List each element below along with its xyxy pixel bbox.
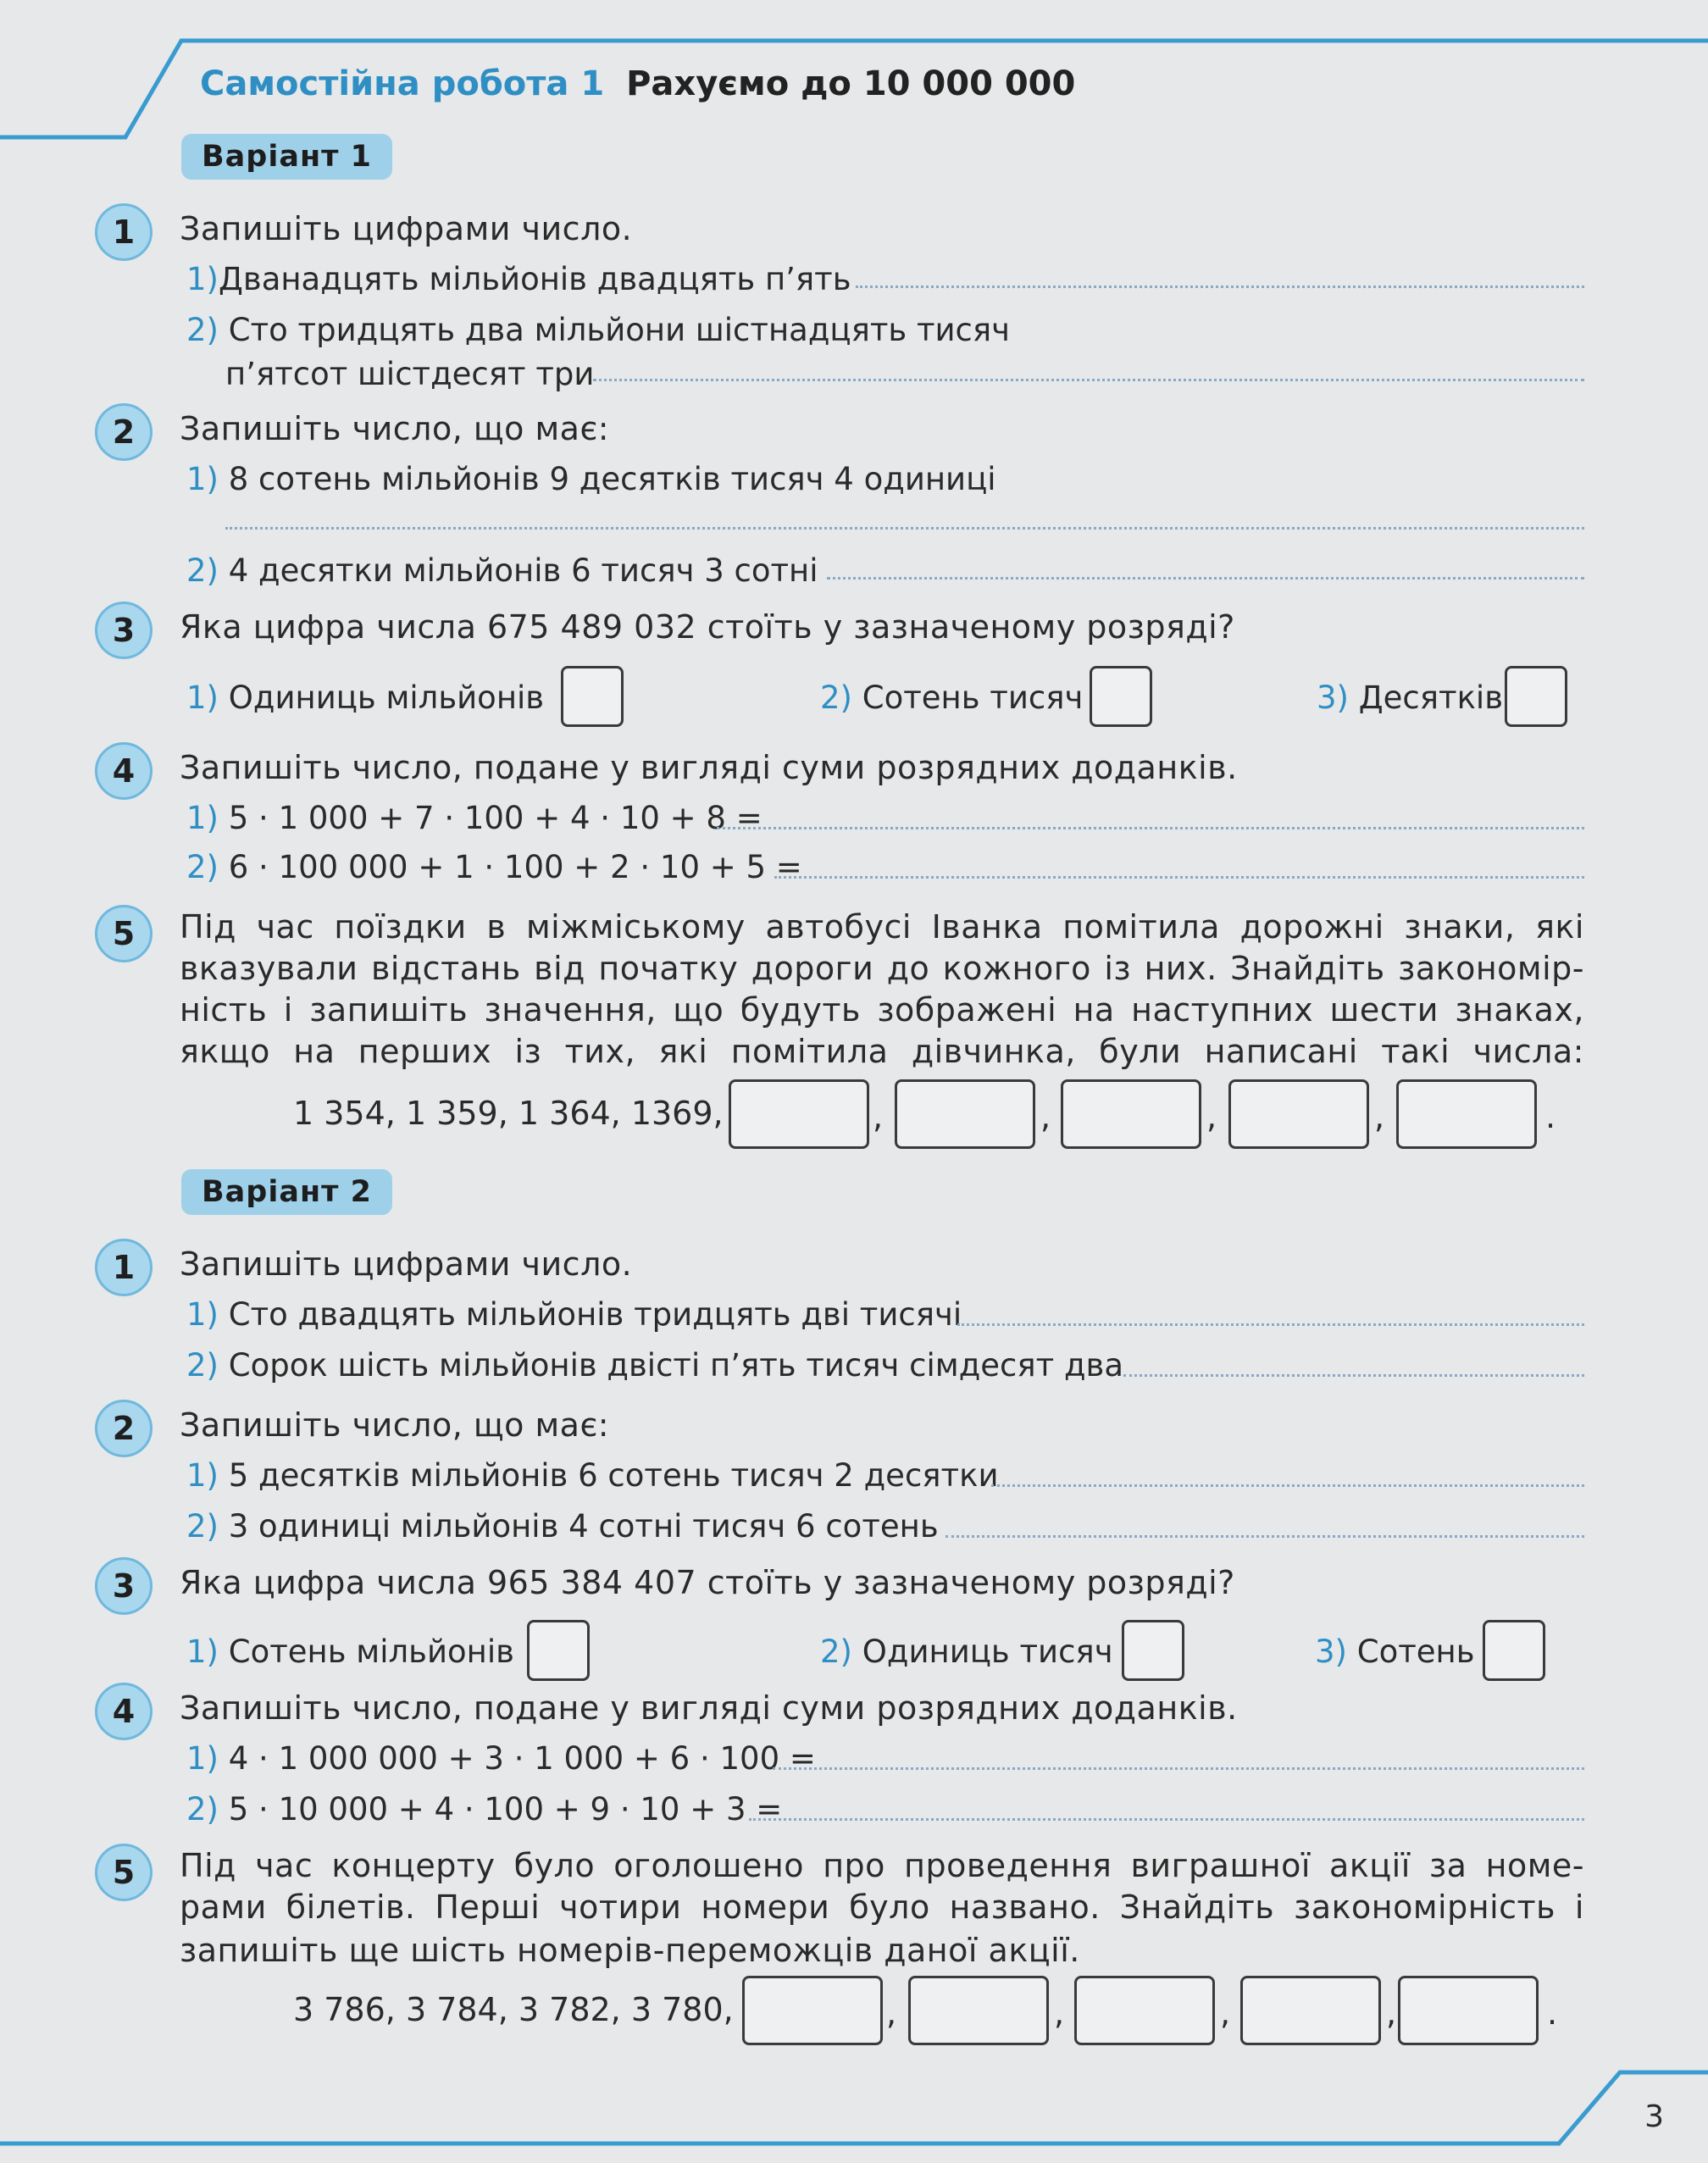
v1-task4-answer1-line[interactable] [717,827,1584,829]
v2-task5-comma: , [886,1994,897,2032]
v1-task3-box3[interactable] [1505,666,1567,727]
v1-task5-number: 5 [95,905,152,962]
v1-task2-item2: 2) 4 десятки мільйонів 6 тисяч 3 сотні [186,552,818,589]
v2-task1-question: Запишіть цифрами число. [180,1245,633,1283]
v2-task1-item1: 1) Сто двадцять мільйонів тридцять дві тисячі [186,1296,962,1333]
page-number: 3 [1644,2099,1664,2134]
variant-1-label: Варіант 1 [181,134,392,180]
v1-task5-sequence: 1 354, 1 359, 1 364, 1369, [293,1095,724,1132]
v2-task5-number: 5 [95,1844,152,1901]
v1-task4-item2: 2) 6 · 100 000 + 1 · 100 + 2 · 10 + 5 = [186,849,802,885]
v1-task5-period: . [1545,1098,1556,1135]
v1-task2-answer2-line[interactable] [827,577,1584,580]
v1-task1-number: 1 [95,203,152,261]
v2-task3-item1: 1) Сотень мільйонів [186,1633,514,1670]
footer-decoration [0,2059,1708,2163]
topic-title: Рахуємо до 10 000 000 [626,64,1076,103]
v1-task5-box2[interactable] [895,1079,1035,1149]
v1-task4-number: 4 [95,742,152,800]
v2-task4-number: 4 [95,1683,152,1740]
v1-task3-box1[interactable] [561,666,624,727]
v1-task5-box4[interactable] [1228,1079,1369,1149]
v2-task1-number: 1 [95,1239,152,1296]
variant-2-label: Варіант 2 [181,1169,392,1215]
v2-task4-answer1-line[interactable] [773,1767,1584,1770]
v2-task5-comma: , [1220,1994,1231,2032]
v2-task3-box2[interactable] [1122,1620,1184,1681]
v2-task2-item2: 2) 3 одиниці мільйонів 4 сотні тисяч 6 сотень [186,1508,939,1545]
v1-task4-question: Запишіть число, подане у вигляді суми розрядних доданків. [180,749,1238,786]
v2-task3-number: 3 [95,1557,152,1615]
v2-task5-comma: , [1054,1994,1065,2032]
v1-task5-text: Під час поїздки в міжміському автобусі Іванка помітила дорожні знаки, які вказували відстань від початку дороги до кожного із них. Знайдіть закономір- ність і запишіть значення, що будуть зображені на наступних шести знаках, якщо на перших із тих, які помітила дівчинка, були написані такі числа: [180,908,1584,1070]
v2-task3-item3: 3) Сотень [1315,1633,1475,1670]
v2-task4-item1: 1) 4 · 1 000 000 + 3 · 1 000 + 6 · 100 = [186,1740,816,1777]
v1-task3-number: 3 [95,602,152,659]
v1-task5-box5[interactable] [1396,1079,1537,1149]
v2-task5-text: Під час концерту було оголошено про проведення виграшної акції за номе- рами білетів. Перші чотири номери було названо. Знайдіть закономірність і [180,1847,1584,1926]
v2-task3-question: Яка цифра числа 965 384 407 стоїть у зазначеному розряді? [180,1564,1235,1601]
v1-task3-item3: 3) Десятків [1317,679,1504,716]
v2-task5-text-last: запишіть ще шість номерів-переможців даної акції. [180,1932,1080,1969]
v2-task2-question: Запишіть число, що має: [180,1406,610,1444]
v2-task1-answer2-line[interactable] [1123,1374,1584,1377]
v1-task2-question: Запишіть число, що має: [180,410,610,447]
v1-task3-item1: 1) Одиниць мільйонів [186,679,545,716]
v1-task5-comma: , [1374,1098,1385,1135]
v1-task1-item2-cont: п’ятсот шістдесят три [225,356,595,392]
v1-task5-comma: , [873,1098,884,1135]
v1-task3-item2: 2) Сотень тисяч [820,679,1084,716]
v1-task5-box1[interactable] [729,1079,869,1149]
v1-task3-question: Яка цифра числа 675 489 032 стоїть у зазначеному розряді? [180,608,1235,646]
v2-task3-box3[interactable] [1483,1620,1545,1681]
v2-task2-answer1-line[interactable] [991,1484,1584,1487]
v2-task4-answer2-line[interactable] [749,1818,1584,1821]
v2-task5-period: . [1547,1994,1558,2032]
v1-task1-question: Запишіть цифрами число. [180,210,633,247]
v1-task4-item1: 1) 5 · 1 000 + 7 · 100 + 4 · 10 + 8 = [186,800,762,836]
v1-task2-item1: 1) 8 сотень мільйонів 9 десятків тисяч 4 одиниці [186,461,996,497]
v2-task5-box4[interactable] [1240,1976,1381,2045]
v2-task4-question: Запишіть число, подане у вигляді суми розрядних доданків. [180,1689,1238,1727]
work-label: Самостійна робота 1 [200,64,605,103]
v2-task5-sequence: 3 786, 3 784, 3 782, 3 780, [293,1991,734,2028]
v1-task5-box3[interactable] [1061,1079,1201,1149]
v1-task1-answer1-line[interactable] [856,286,1584,288]
v2-task5-box1[interactable] [742,1976,883,2045]
v2-task2-number: 2 [95,1400,152,1457]
v2-task2-answer2-line[interactable] [946,1535,1584,1538]
v1-task1-answer2-line[interactable] [593,379,1584,381]
v2-task5-box3[interactable] [1074,1976,1215,2045]
v1-task2-number: 2 [95,403,152,461]
v1-task1-item2: 2) Сто тридцять два мільйони шістнадцять тисяч [186,312,1011,348]
page-title [200,64,1075,103]
v2-task1-answer1-line[interactable] [957,1323,1584,1326]
v1-task5-comma: , [1040,1098,1051,1135]
v1-task2-answer1-line[interactable] [225,527,1584,530]
v2-task1-item2: 2) Сорок шість мільйонів двісті п’ять тисяч сімдесят два [186,1347,1124,1384]
v2-task2-item1: 1) 5 десятків мільйонів 6 сотень тисяч 2 десятки [186,1457,999,1494]
v1-task1-item1: 1)Дванадцять мільйонів двадцять п’ять [186,261,851,297]
v2-task3-box1[interactable] [527,1620,590,1681]
v2-task5-box2[interactable] [908,1976,1049,2045]
v1-task5-comma: , [1206,1098,1217,1135]
v1-task4-answer2-line[interactable] [774,876,1584,879]
v2-task5-box5[interactable] [1398,1976,1539,2045]
v2-task5-comma: , [1386,1994,1397,2032]
v2-task4-item2: 2) 5 · 10 000 + 4 · 100 + 9 · 10 + 3 = [186,1791,783,1827]
v2-task3-item2: 2) Одиниць тисяч [820,1633,1113,1670]
v1-task3-box2[interactable] [1090,666,1152,727]
